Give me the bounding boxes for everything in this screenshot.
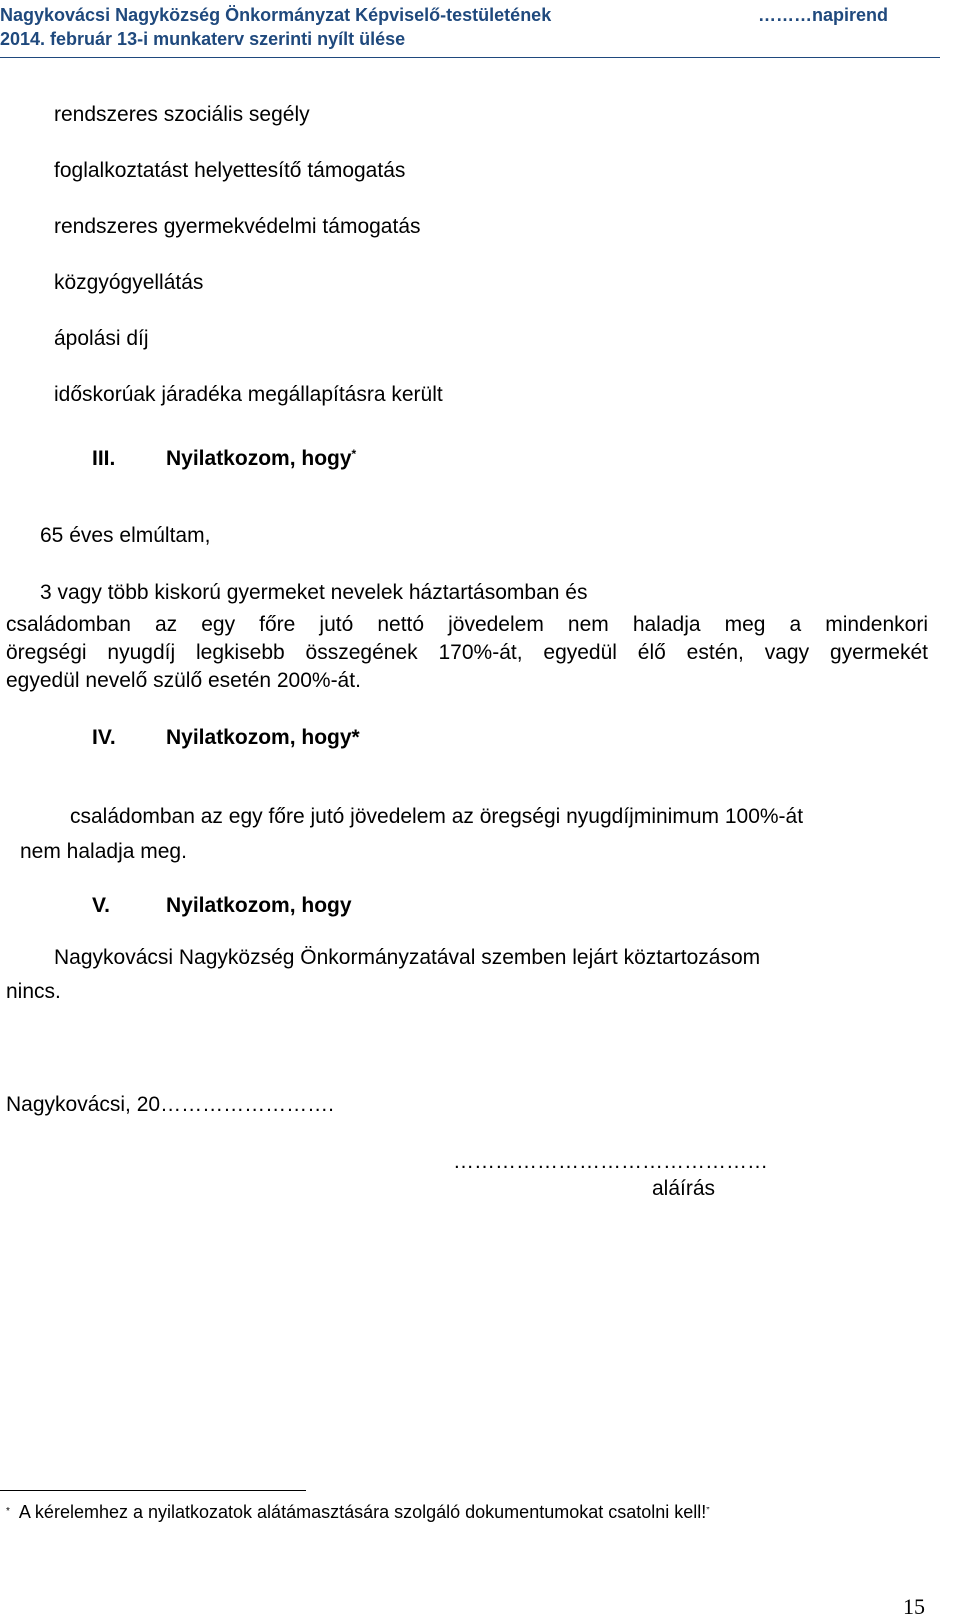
paragraph-line: egyedül nevelő szülő esetén 200%-át. bbox=[6, 669, 361, 692]
section-3-title: Nyilatkozom, hogy bbox=[166, 447, 352, 470]
page-number: 15 bbox=[903, 1594, 925, 1619]
section-5-title: Nyilatkozom, hogy bbox=[166, 894, 352, 917]
benefit-item: rendszeres gyermekvédelmi támogatás bbox=[54, 215, 421, 238]
place-date: Nagykovácsi, 20……………………. bbox=[6, 1093, 334, 1116]
section-3-heading bbox=[166, 445, 356, 472]
section-4-title: Nyilatkozom, hogy* bbox=[166, 726, 360, 749]
section-3-asterisk: * bbox=[351, 447, 357, 461]
benefit-item: időskorúak járadéka megállapításra került bbox=[54, 383, 443, 406]
footnote-rule bbox=[0, 1490, 306, 1491]
section-5-number: V. bbox=[92, 894, 110, 917]
signature-line: ……………………………………… bbox=[453, 1150, 768, 1173]
header-rule bbox=[0, 57, 940, 58]
paragraph-line: öregségi nyugdíj legkisebb összegének 170%-át, egyedül élő estén, vagy gyermekét bbox=[6, 641, 928, 664]
section-4-number: IV. bbox=[92, 726, 116, 749]
benefit-item: rendszeres szociális segély bbox=[54, 103, 310, 126]
header-title-line1: Nagykovácsi Nagyközség Önkormányzat Képviselő-testületének bbox=[0, 5, 552, 25]
paragraph-line: családomban az egy főre jutó nettó jövedelem nem haladja meg a mindenkori bbox=[6, 613, 928, 636]
footnote-end-quote: ” bbox=[706, 1506, 710, 1517]
section-4-line2: nem haladja meg. bbox=[20, 840, 187, 863]
section-5-line2: nincs. bbox=[6, 980, 61, 1003]
footnote bbox=[6, 1500, 710, 1524]
benefit-item: foglalkoztatást helyettesítő támogatás bbox=[54, 159, 406, 182]
header-title-line2: 2014. február 13-i munkaterv szerinti nyílt ülése bbox=[0, 29, 406, 49]
signature-label: aláírás bbox=[652, 1177, 716, 1200]
section-3-paragraph bbox=[6, 611, 928, 695]
header-agenda-marker: ………napirend bbox=[758, 5, 889, 25]
footnote-text: A kérelemhez a nyilatkozatok alátámasztására szolgáló dokumentumokat csatolni kell! bbox=[18, 1502, 707, 1522]
section-5-line1: Nagykovácsi Nagyközség Önkormányzatával szemben lejárt köztartozásom bbox=[54, 946, 761, 969]
section-3-item-age: 65 éves elmúltam, bbox=[40, 524, 211, 547]
benefit-item: közgyógyellátás bbox=[54, 271, 204, 294]
benefit-item: ápolási díj bbox=[54, 327, 149, 350]
footnote-mark: * bbox=[6, 1506, 10, 1517]
section-3-item-children: 3 vagy több kiskorú gyermeket nevelek háztartásomban és bbox=[40, 581, 588, 604]
section-3-number: III. bbox=[92, 447, 116, 470]
section-4-line1: családomban az egy főre jutó jövedelem az öregségi nyugdíjminimum 100%-át bbox=[70, 805, 804, 828]
